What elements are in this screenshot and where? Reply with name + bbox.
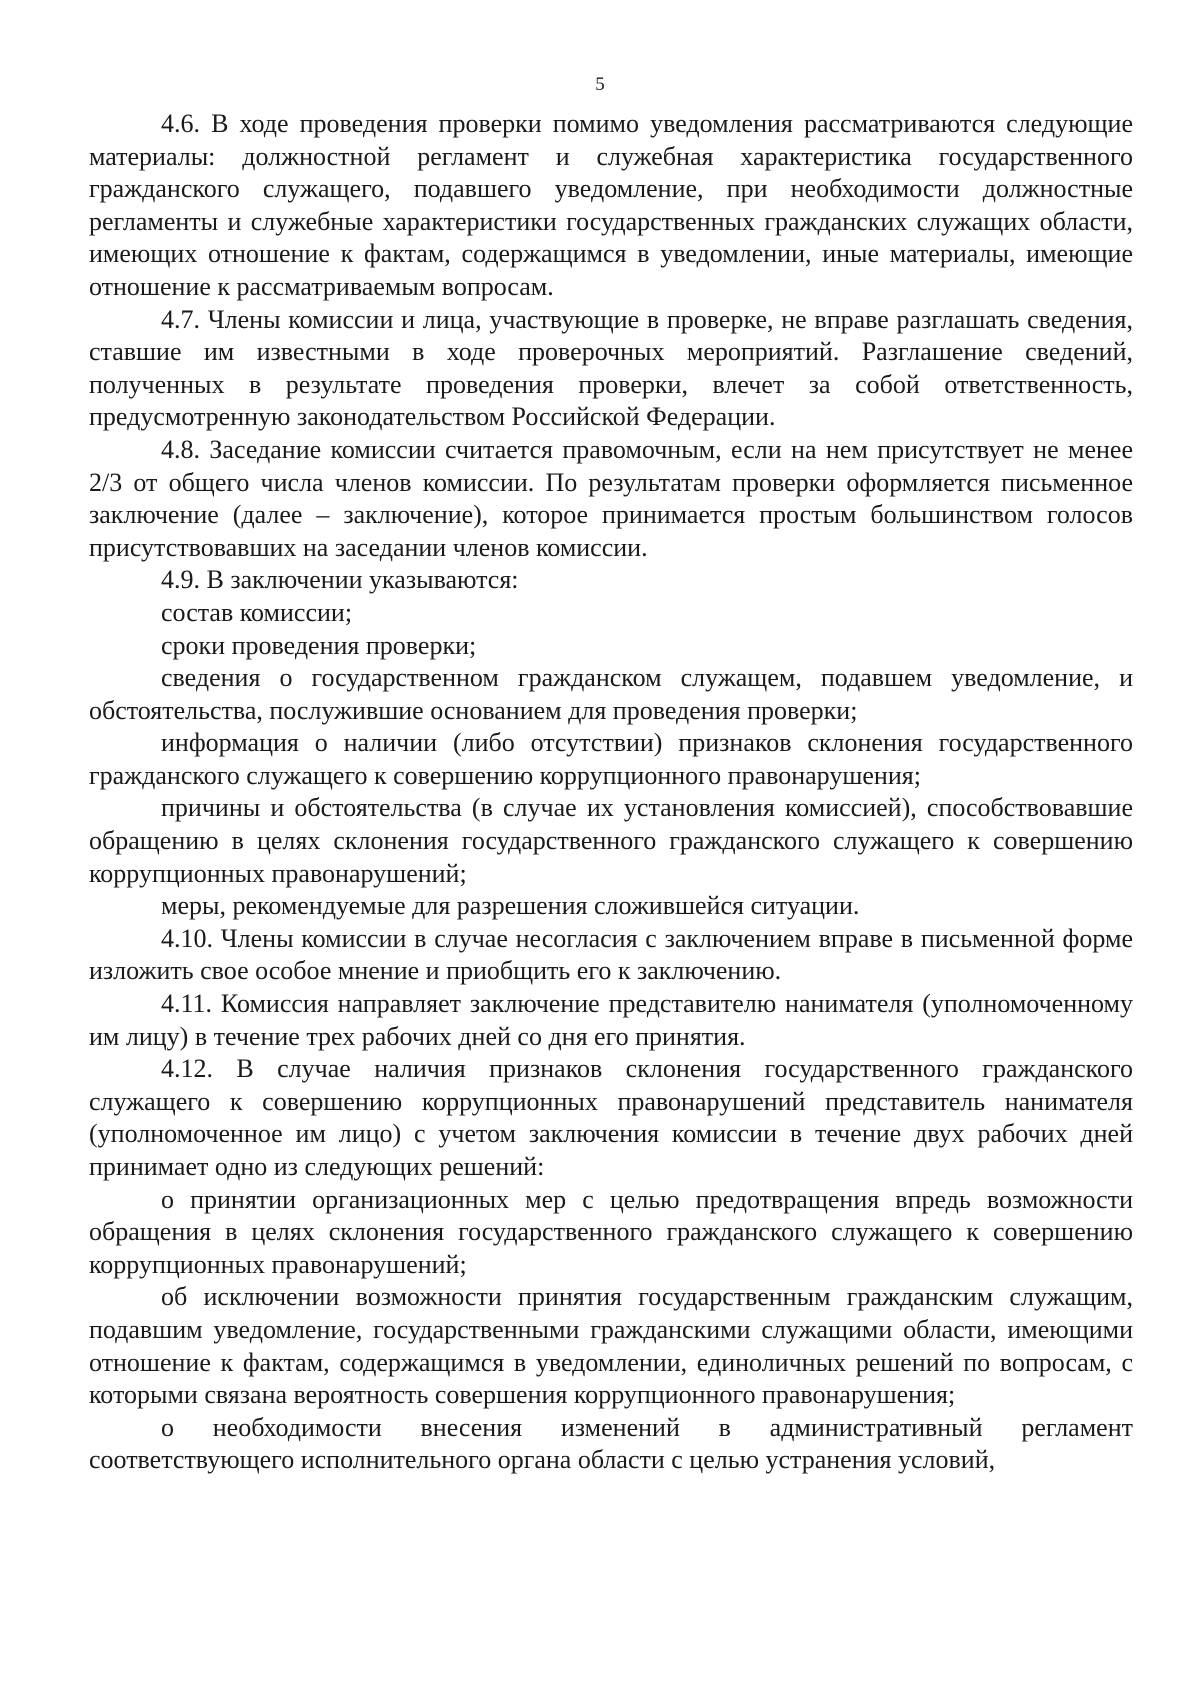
conclusion-item-verification-period: сроки проведения проверки; (161, 630, 477, 660)
conclusion-item-servant-info: сведения о государственном гражданском служащем, подавшем уведомление, и обстоятельства, послужившие основанием для проведения проверки; (89, 663, 1133, 725)
paragraph-4-11: 4.11. Комиссия направляет заключение представителю нанимателя (уполномоченному им лицу) в течение трех рабочих дней со дня его принятия. (89, 989, 1133, 1051)
decision-item-regulation-changes: о необходимости внесения изменений в административный регламент соответствующего исполнительного органа области с целью устранения условий, (89, 1412, 1133, 1475)
paragraph-4-6: 4.6. В ходе проведения проверки помимо уведомления рассматриваются следующие материалы: должностной регламент и служебная характеристика государственного гражданского служащего, подавшего уведомление, при необходимости должностные регламенты и служебные характеристики государственных гражданских служащих области, имеющих отношение к фактам, содержащимся в уведомлении, иные материалы, имеющие отношение к рассматриваемым вопросам. (89, 109, 1133, 301)
conclusion-item-commission-composition: состав комиссии; (161, 597, 353, 627)
document-body (89, 108, 1133, 1477)
paragraph-4-9: 4.9. В заключении указываются: (161, 565, 519, 595)
paragraph-4-7: 4.7. Члены комиссии и лица, участвующие в проверке, не вправе разглашать сведения, ставшие им известными в ходе проверочных мероприятий. Разглашение сведений, полученных в результате проведения проверки, влечет за собой ответственность, предусмотренную законодательством Российской Федерации. (89, 304, 1133, 432)
page-number: 5 (595, 74, 605, 95)
paragraph-4-8: 4.8. Заседание комиссии считается правомочным, если на нем присутствует не менее 2/3 от общего числа членов комиссии. По результатам проверки оформляется письменное заключение (далее – заключение), которое принимается простым большинством голосов присутствовавших на заседании членов комиссии. (89, 434, 1133, 562)
conclusion-item-signs-info: информация о наличии (либо отсутствии) признаков склонения государственного гражданского служащего к совершению коррупционного правонарушения; (89, 728, 1133, 790)
conclusion-item-causes: причины и обстоятельства (в случае их установления комиссией), способствовавшие обращению в целях склонения государственного гражданского служащего к совершению коррупционных правонарушений; (89, 793, 1133, 888)
conclusion-item-measures: меры, рекомендуемые для разрешения сложившейся ситуации. (161, 891, 860, 921)
paragraph-4-10: 4.10. Члены комиссии в случае несогласия с заключением вправе в письменной форме изложить свое особое мнение и приобщить его к заключению. (89, 923, 1133, 986)
decision-item-exclusion: об исключении возможности принятия государственным гражданским служащим, подавшим уведомление, государственными гражданскими служащими области, имеющими отношение к фактам, содержащимся в уведомлении, единоличных решений по вопросам, с которыми связана вероятность совершения коррупционного правонарушения; (89, 1282, 1133, 1410)
paragraph-4-12: 4.12. В случае наличия признаков склонения государственного гражданского служащего к совершению коррупционных правонарушений представитель нанимателя (уполномоченное им лицо) с учетом заключения комиссии в течение двух рабочих дней принимает одно из следующих решений: (89, 1054, 1133, 1181)
decision-item-organizational-measures: о принятии организационных мер с целью предотвращения впредь возможности обращения в целях склонения государственного гражданского служащего к совершению коррупционных правонарушений; (89, 1184, 1133, 1279)
